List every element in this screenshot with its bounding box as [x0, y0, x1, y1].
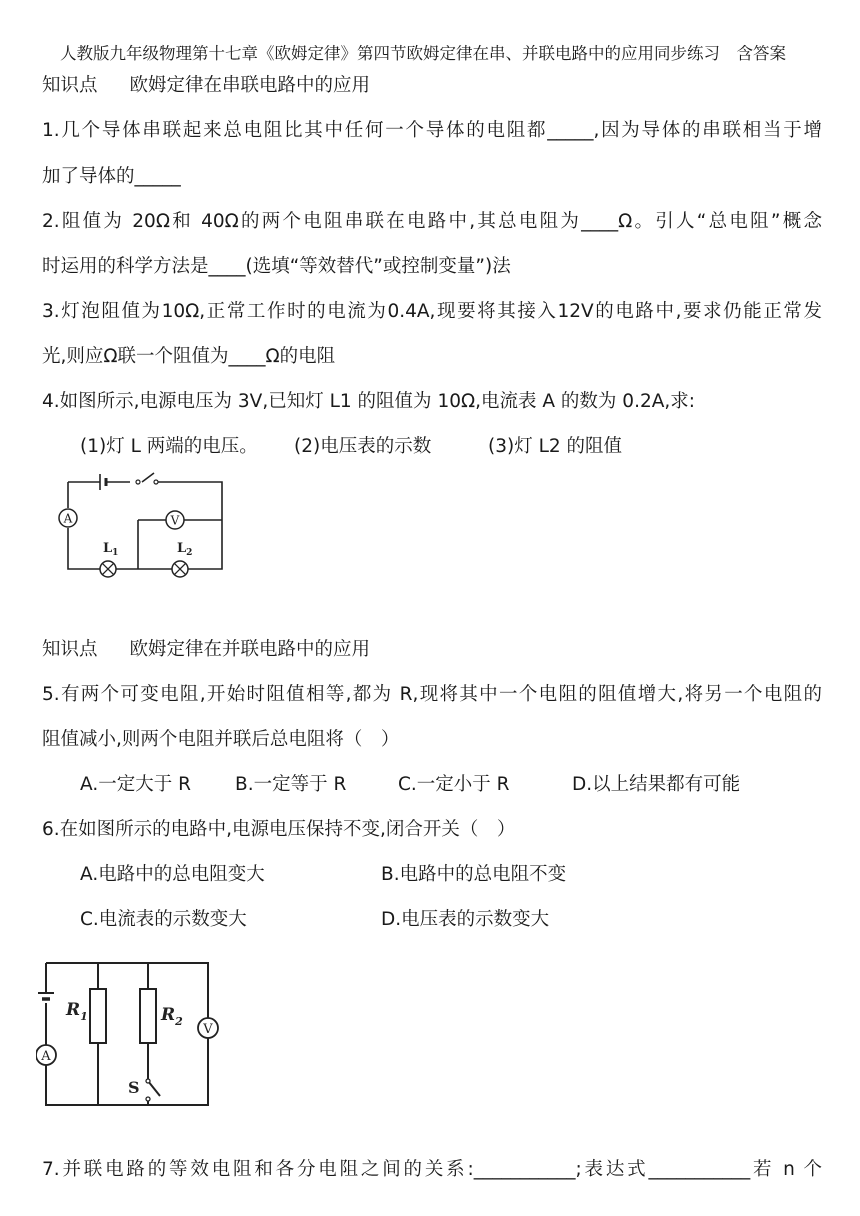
resistor-r1-label: $R_1$ [66, 1000, 88, 1023]
question-1-line-1: 1.几个导体串联起来总电阻比其中任何一个导体的电阻都_____,因为导体的串联相当于增 [42, 120, 822, 141]
question-4-sub-2: (2)电压表的示数 [294, 436, 432, 457]
voltmeter-icon [198, 1018, 218, 1038]
section-heading-series [42, 74, 822, 98]
circuit-figure-2 [36, 955, 226, 1115]
svg-text:A: A [41, 1049, 51, 1064]
svg-text:V: V [203, 1022, 213, 1037]
question-4-line-1: 4.如图所示,电源电压为 3V,已知灯 L1 的阻值为 10Ω,电流表 A 的数为 0.2A,求: [42, 391, 695, 412]
section-name: 欧姆定律在并联电路中的应用 [129, 639, 371, 660]
lamp-l2-label: $L_2$ [177, 541, 193, 558]
question-6-line-1: 6.在如图所示的电路中,电源电压保持不变,闭合开关（ ） [42, 819, 516, 840]
svg-text:V: V [170, 513, 180, 528]
question-6-option-d: D.电压表的示数变大 [381, 909, 550, 930]
question-5-line-1: 5.有两个可变电阻,开始时阻值相等,都为 R,现将其中一个电阻的阻值增大,将另一个电阻的 [42, 684, 822, 705]
question-5-option-d: D.以上结果都有可能 [572, 774, 741, 795]
question-5-option-b: B.一定等于 R [235, 774, 347, 795]
question-6-option-b: B.电路中的总电阻不变 [381, 864, 567, 885]
question-6-option-a: A.电路中的总电阻变大 [80, 864, 265, 885]
voltmeter-icon [166, 511, 184, 529]
question-2-line-1: 2.阻值为 20Ω和 40Ω的两个电阻串联在电路中,其总电阻为____Ω。引人“总电阻”概念 [42, 211, 822, 232]
resistor-r2-label: $R_2$ [161, 1005, 183, 1028]
ammeter-icon [36, 1045, 56, 1065]
question-2-line-2: 时运用的科学方法是____(选填“等效替代”或控制变量”)法 [42, 256, 511, 277]
svg-text:A: A [63, 511, 73, 526]
lamp-l1-label: $L_1$ [103, 541, 119, 558]
resistor-r2-icon [140, 989, 156, 1043]
question-4-sub-1: (1)灯 L 两端的电压。 [80, 436, 258, 457]
question-1-line-2: 加了导体的_____ [42, 166, 181, 187]
document-title: 人教版九年级物理第十七章《欧姆定律》第四节欧姆定律在串、并联电路中的应用同步练习 含答案 [60, 44, 786, 63]
section-name: 欧姆定律在串联电路中的应用 [129, 75, 371, 96]
question-5-option-c: C.一定小于 R [398, 774, 510, 795]
ammeter-icon [59, 509, 77, 527]
lamp-l2-icon [172, 561, 188, 577]
switch-icon [146, 1079, 150, 1083]
question-4-sub-3: (3)灯 L2 的阻值 [488, 436, 623, 457]
switch-label: S [128, 1078, 140, 1097]
section-label: 知识点 [42, 75, 98, 96]
section-label: 知识点 [42, 639, 98, 660]
question-5-option-a: A.一定大于 R [80, 774, 191, 795]
question-3-line-1: 3.灯泡阻值为10Ω,正常工作时的电流为0.4A,现要将其接入12V的电路中,要求仍能正常发 [42, 301, 822, 322]
lamp-l1-icon [100, 561, 116, 577]
question-5-line-2: 阻值减小,则两个电阻并联后总电阻将（ ） [42, 729, 400, 750]
resistor-r1-icon [90, 989, 106, 1043]
question-7-line-1: 7.并联电路的等效电阻和各分电阻之间的关系:___________;表达式___________若 n 个 [42, 1159, 822, 1180]
question-6-option-c: C.电流表的示数变大 [80, 909, 247, 930]
section-heading-parallel [42, 638, 822, 662]
circuit-figure-1 [50, 465, 240, 590]
question-3-line-2: 光,则应Ω联一个阻值为____Ω的电阻 [42, 346, 336, 367]
